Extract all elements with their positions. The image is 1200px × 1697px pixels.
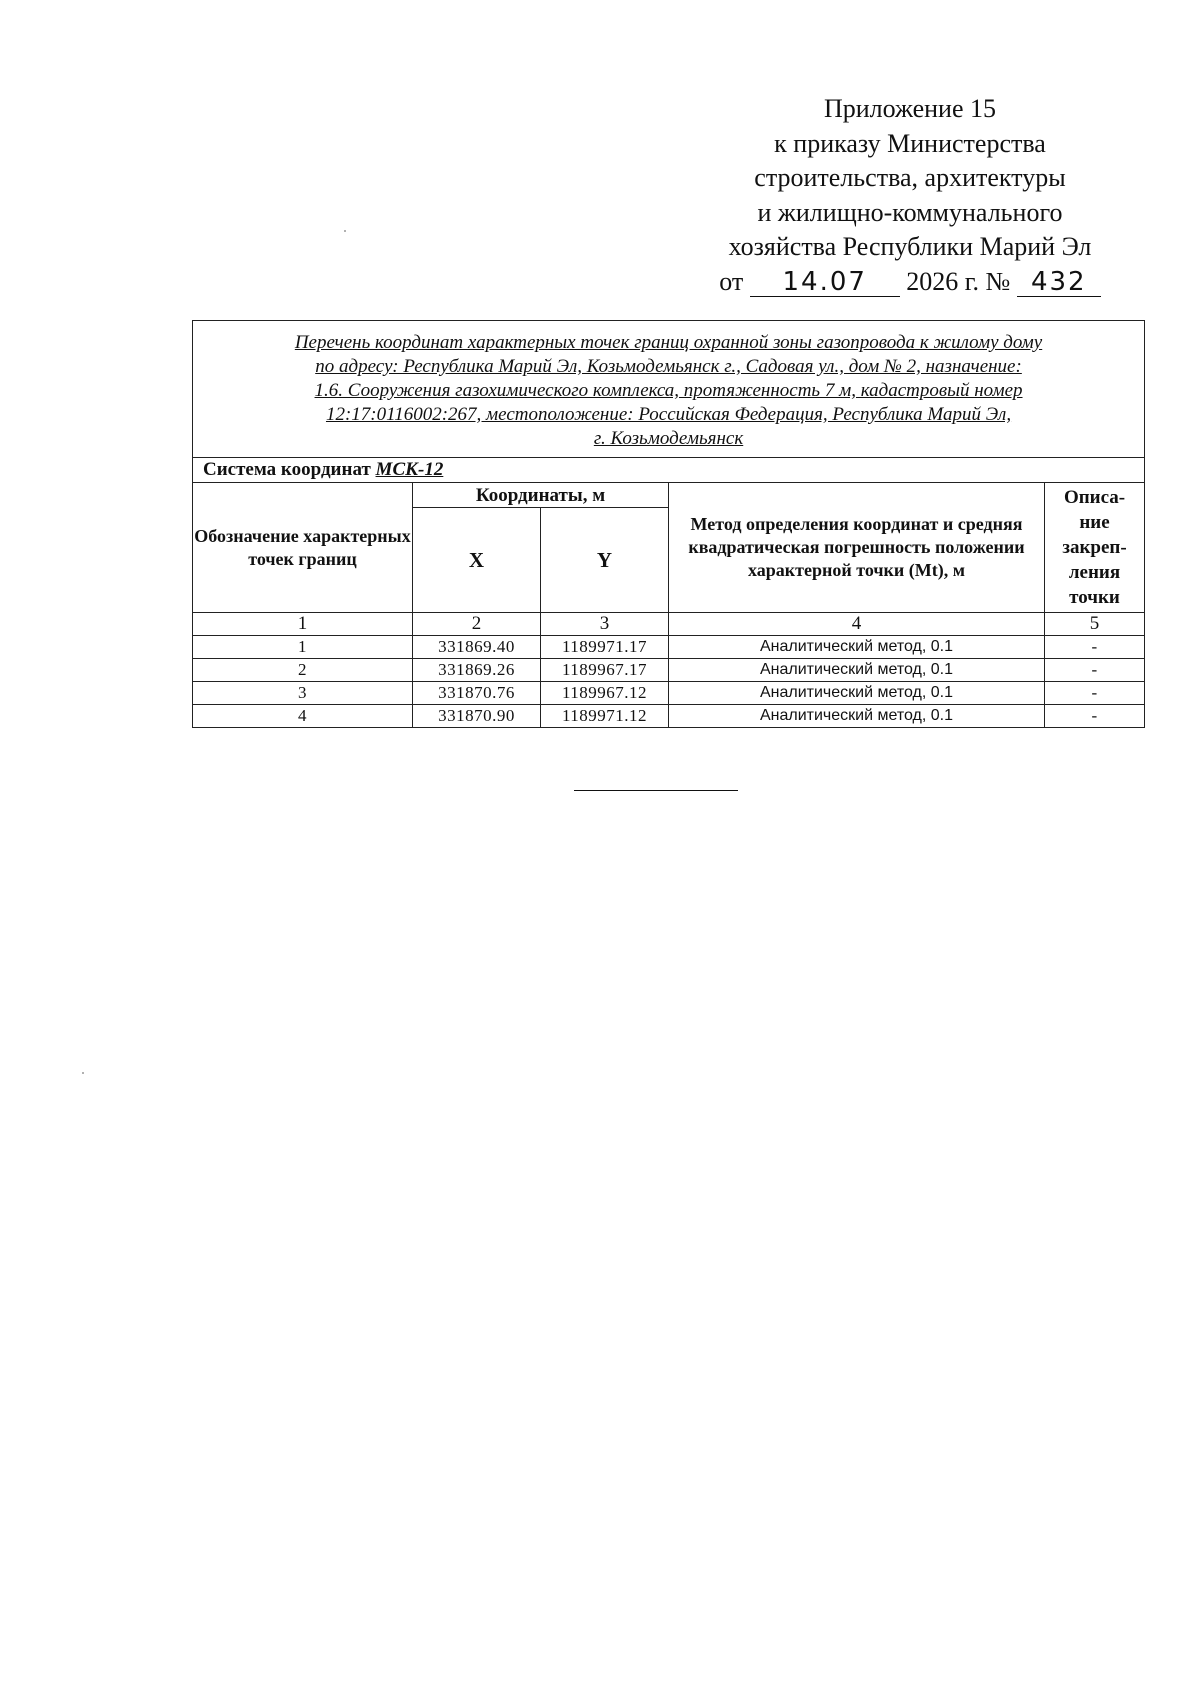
order-date-handwritten: 14.07 (750, 269, 900, 297)
header-points: Обозначение характерных точек границ (193, 483, 413, 613)
description: - (1045, 636, 1145, 659)
method: Аналитический метод, 0.1 (669, 705, 1045, 728)
method: Аналитический метод, 0.1 (669, 682, 1045, 705)
coord-y: 1189967.12 (541, 682, 669, 705)
coordinate-system-row (193, 458, 1145, 483)
column-number: 5 (1045, 613, 1145, 636)
annex-order-line: к приказу Министерства (774, 128, 1046, 158)
point-id: 4 (193, 705, 413, 728)
point-id: 2 (193, 659, 413, 682)
coord-x: 331870.90 (413, 705, 541, 728)
table-row (193, 636, 1145, 659)
point-id: 1 (193, 636, 413, 659)
coord-y: 1189971.12 (541, 705, 669, 728)
table-title-line: 12:17:0116002:267, местоположение: Российская Федерация, Республика Марий Эл, (325, 404, 1012, 425)
table-row (193, 705, 1145, 728)
coordinate-system-value: МСК-12 (375, 459, 444, 480)
table-title-line: по адресу: Республика Марий Эл, Козьмодемьянск г., Садовая ул., дом № 2, назначение: (315, 356, 1022, 377)
order-year-number-label: 2026 г. № (906, 266, 1011, 296)
description: - (1045, 682, 1145, 705)
table-row (193, 659, 1145, 682)
description: - (1045, 705, 1145, 728)
date-prefix: от (719, 266, 744, 296)
method: Аналитический метод, 0.1 (669, 659, 1045, 682)
coordinate-system-label: Система координат (203, 459, 371, 480)
annex-ministry-line-2: и жилищно-коммунального (757, 197, 1063, 227)
table-title-line: 1.6. Сооружения газохимического комплекса, протяженность 7 м, кадастровый номер (314, 380, 1023, 401)
table-title-row (193, 321, 1145, 458)
coord-x: 331869.40 (413, 636, 541, 659)
column-number: 1 (193, 613, 413, 636)
order-number-handwritten: 432 (1017, 269, 1101, 297)
header-method: Метод определения координат и средняя квадратическая погрешность положении характерной точки (Mt), м (669, 483, 1045, 613)
column-number: 2 (413, 613, 541, 636)
coord-y: 1189967.17 (541, 659, 669, 682)
annex-header (700, 92, 1120, 299)
table-row (193, 682, 1145, 705)
column-numbers-row (193, 613, 1145, 636)
coord-y: 1189971.17 (541, 636, 669, 659)
coordinate-system-cell (193, 458, 1145, 483)
table-title-line: Перечень координат характерных точек границ охранной зоны газопровода к жилому дому (294, 332, 1043, 353)
header-description: Описа-ние закреп-ления точки (1045, 483, 1145, 613)
table-title (193, 321, 1145, 458)
coordinates-table-wrapper (192, 320, 1144, 728)
column-number: 4 (669, 613, 1045, 636)
coord-x: 331869.26 (413, 659, 541, 682)
annex-date-line (700, 265, 1120, 300)
coordinates-table (192, 320, 1145, 728)
table-title-line: г. Козьмодемьянск (593, 428, 744, 449)
column-number: 3 (541, 613, 669, 636)
header-x: X (413, 508, 541, 613)
scan-speck (82, 1072, 84, 1074)
method: Аналитический метод, 0.1 (669, 636, 1045, 659)
end-of-document-rule (574, 790, 738, 791)
coord-x: 331870.76 (413, 682, 541, 705)
scan-speck (344, 230, 346, 232)
header-coordinates: Координаты, м (413, 483, 669, 508)
annex-title: Приложение 15 (823, 94, 997, 123)
annex-ministry-line: строительства, архитектуры (754, 163, 1066, 192)
header-y: Y (541, 508, 669, 613)
header-row-1 (193, 483, 1145, 508)
description: - (1045, 659, 1145, 682)
point-id: 3 (193, 682, 413, 705)
annex-ministry-line-3: хозяйства Республики Марий Эл (728, 232, 1092, 261)
